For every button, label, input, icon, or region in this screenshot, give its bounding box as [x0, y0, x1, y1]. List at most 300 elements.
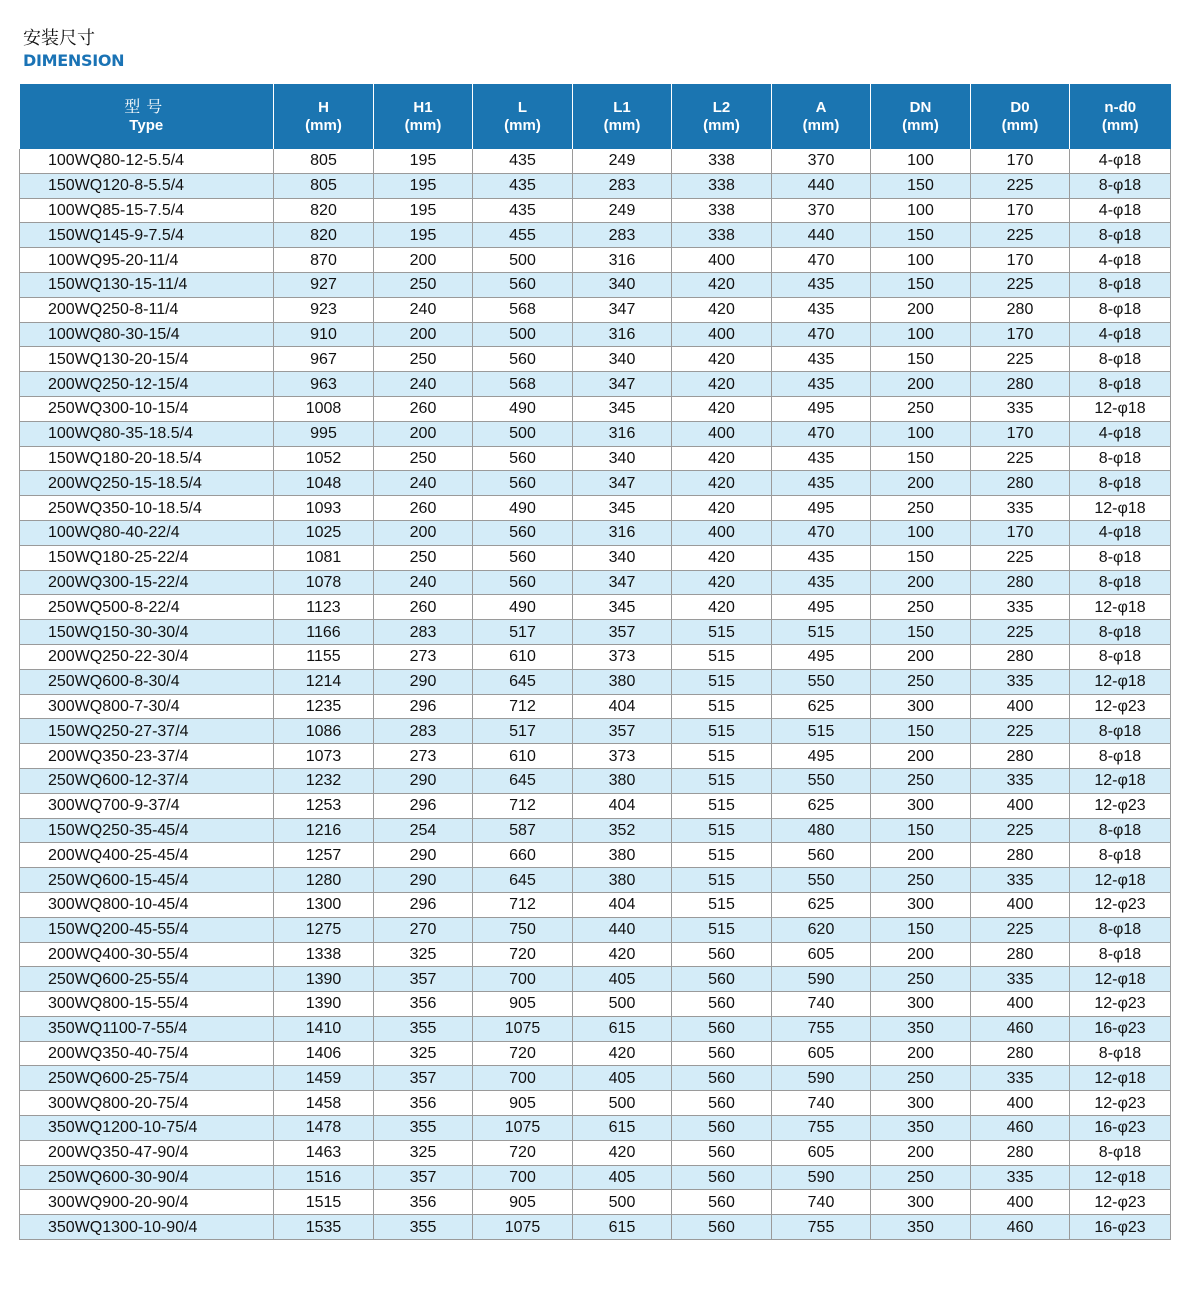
cell-a: 470	[772, 421, 871, 446]
cell-d0: 225	[971, 719, 1070, 744]
cell-l2: 515	[672, 768, 772, 793]
header-n-d0	[1070, 84, 1171, 149]
cell-l2: 515	[672, 694, 772, 719]
cell-dn: 250	[871, 967, 971, 992]
cell-dn: 250	[871, 1165, 971, 1190]
cell-a: 435	[772, 372, 871, 397]
cell-l1: 404	[573, 793, 672, 818]
cell-d0: 225	[971, 818, 1070, 843]
cell-n-d0: 8-φ18	[1070, 942, 1171, 967]
table-row	[20, 1091, 1171, 1116]
table-row	[20, 793, 1171, 818]
cell-n-d0: 12-φ23	[1070, 1190, 1171, 1215]
cell-h1: 250	[374, 347, 473, 372]
cell-l2: 560	[672, 1116, 772, 1141]
cell-type: 200WQ300-15-22/4	[20, 570, 274, 595]
cell-n-d0: 12-φ18	[1070, 1165, 1171, 1190]
cell-l1: 316	[573, 520, 672, 545]
cell-l1: 316	[573, 421, 672, 446]
cell-dn: 250	[871, 868, 971, 893]
cell-n-d0: 8-φ18	[1070, 620, 1171, 645]
cell-l1: 340	[573, 446, 672, 471]
cell-h1: 290	[374, 843, 473, 868]
cell-type: 200WQ350-40-75/4	[20, 1041, 274, 1066]
cell-h1: 296	[374, 892, 473, 917]
cell-l2: 420	[672, 347, 772, 372]
cell-type: 150WQ130-20-15/4	[20, 347, 274, 372]
table-header-row	[20, 84, 1171, 149]
cell-l1: 357	[573, 620, 672, 645]
cell-l1: 380	[573, 868, 672, 893]
cell-l2: 338	[672, 198, 772, 223]
header-unit: (mm)	[1101, 116, 1139, 134]
cell-dn: 300	[871, 793, 971, 818]
cell-l1: 615	[573, 1116, 672, 1141]
cell-l: 700	[473, 1165, 573, 1190]
cell-type: 300WQ800-7-30/4	[20, 694, 274, 719]
cell-l1: 373	[573, 744, 672, 769]
cell-h: 967	[274, 347, 374, 372]
table-row	[20, 1116, 1171, 1141]
table-row	[20, 768, 1171, 793]
cell-d0: 400	[971, 1190, 1070, 1215]
cell-n-d0: 8-φ18	[1070, 372, 1171, 397]
cell-l: 905	[473, 1190, 573, 1215]
cell-dn: 200	[871, 744, 971, 769]
cell-l2: 420	[672, 545, 772, 570]
cell-l: 750	[473, 917, 573, 942]
cell-l: 1075	[473, 1116, 573, 1141]
table-row	[20, 297, 1171, 322]
cell-h1: 290	[374, 868, 473, 893]
cell-l2: 515	[672, 620, 772, 645]
cell-l: 1075	[473, 1016, 573, 1041]
cell-l2: 515	[672, 744, 772, 769]
cell-d0: 400	[971, 992, 1070, 1017]
cell-dn: 300	[871, 992, 971, 1017]
header-h	[274, 84, 374, 149]
table-row	[20, 1215, 1171, 1240]
cell-h1: 200	[374, 520, 473, 545]
cell-d0: 460	[971, 1116, 1070, 1141]
cell-a: 435	[772, 545, 871, 570]
cell-n-d0: 8-φ18	[1070, 223, 1171, 248]
cell-a: 480	[772, 818, 871, 843]
cell-h1: 356	[374, 992, 473, 1017]
cell-l2: 420	[672, 297, 772, 322]
cell-n-d0: 4-φ18	[1070, 149, 1171, 173]
header-unit: (mm)	[802, 116, 840, 134]
cell-d0: 335	[971, 868, 1070, 893]
cell-l2: 560	[672, 1165, 772, 1190]
table-row	[20, 496, 1171, 521]
table-row	[20, 347, 1171, 372]
cell-type: 150WQ145-9-7.5/4	[20, 223, 274, 248]
cell-a: 470	[772, 520, 871, 545]
cell-l2: 420	[672, 595, 772, 620]
cell-d0: 335	[971, 768, 1070, 793]
cell-l1: 440	[573, 917, 672, 942]
cell-h: 805	[274, 173, 374, 198]
cell-d0: 335	[971, 1165, 1070, 1190]
cell-l2: 420	[672, 496, 772, 521]
cell-n-d0: 8-φ18	[1070, 1041, 1171, 1066]
cell-h: 1235	[274, 694, 374, 719]
cell-type: 200WQ250-8-11/4	[20, 297, 274, 322]
cell-l: 712	[473, 694, 573, 719]
cell-a: 605	[772, 942, 871, 967]
cell-l2: 560	[672, 1190, 772, 1215]
cell-n-d0: 4-φ18	[1070, 322, 1171, 347]
cell-d0: 280	[971, 1041, 1070, 1066]
cell-l1: 340	[573, 545, 672, 570]
cell-h1: 273	[374, 644, 473, 669]
cell-a: 435	[772, 570, 871, 595]
cell-l1: 283	[573, 223, 672, 248]
cell-d0: 170	[971, 322, 1070, 347]
cell-l2: 420	[672, 471, 772, 496]
cell-l: 560	[473, 471, 573, 496]
cell-l1: 615	[573, 1016, 672, 1041]
cell-h1: 283	[374, 620, 473, 645]
cell-l: 517	[473, 719, 573, 744]
cell-type: 250WQ500-8-22/4	[20, 595, 274, 620]
cell-dn: 150	[871, 818, 971, 843]
header-label: D0	[1010, 98, 1030, 116]
cell-l1: 357	[573, 719, 672, 744]
cell-type: 250WQ600-15-45/4	[20, 868, 274, 893]
cell-l2: 420	[672, 272, 772, 297]
cell-d0: 280	[971, 570, 1070, 595]
cell-n-d0: 8-φ18	[1070, 545, 1171, 570]
cell-h1: 195	[374, 198, 473, 223]
cell-type: 150WQ150-30-30/4	[20, 620, 274, 645]
cell-n-d0: 8-φ18	[1070, 644, 1171, 669]
cell-h: 870	[274, 248, 374, 273]
cell-h: 1025	[274, 520, 374, 545]
cell-n-d0: 8-φ18	[1070, 446, 1171, 471]
cell-h: 1459	[274, 1066, 374, 1091]
cell-a: 470	[772, 322, 871, 347]
table-row	[20, 570, 1171, 595]
cell-dn: 350	[871, 1116, 971, 1141]
cell-h: 1338	[274, 942, 374, 967]
cell-h: 1155	[274, 644, 374, 669]
cell-type: 200WQ350-23-37/4	[20, 744, 274, 769]
cell-a: 590	[772, 1165, 871, 1190]
cell-l: 435	[473, 149, 573, 173]
cell-d0: 280	[971, 744, 1070, 769]
cell-type: 150WQ250-27-37/4	[20, 719, 274, 744]
cell-l1: 404	[573, 694, 672, 719]
cell-l: 700	[473, 967, 573, 992]
cell-type: 150WQ180-20-18.5/4	[20, 446, 274, 471]
table-row	[20, 892, 1171, 917]
cell-l: 610	[473, 744, 573, 769]
cell-dn: 250	[871, 595, 971, 620]
cell-l: 560	[473, 347, 573, 372]
cell-h1: 195	[374, 149, 473, 173]
table-row	[20, 520, 1171, 545]
cell-d0: 335	[971, 396, 1070, 421]
table-row	[20, 545, 1171, 570]
header-label: H1	[413, 98, 433, 116]
cell-d0: 280	[971, 471, 1070, 496]
header-unit: (mm)	[504, 116, 541, 134]
cell-type: 350WQ1200-10-75/4	[20, 1116, 274, 1141]
cell-n-d0: 4-φ18	[1070, 421, 1171, 446]
header-unit: (mm)	[603, 116, 641, 134]
table-body	[20, 149, 1171, 1240]
table-row	[20, 396, 1171, 421]
cell-l: 560	[473, 520, 573, 545]
cell-d0: 225	[971, 917, 1070, 942]
cell-dn: 100	[871, 421, 971, 446]
cell-l: 660	[473, 843, 573, 868]
cell-a: 740	[772, 1190, 871, 1215]
cell-d0: 225	[971, 620, 1070, 645]
cell-dn: 350	[871, 1016, 971, 1041]
cell-l2: 400	[672, 520, 772, 545]
cell-d0: 170	[971, 248, 1070, 273]
cell-d0: 400	[971, 793, 1070, 818]
table-row	[20, 248, 1171, 273]
cell-type: 350WQ1100-7-55/4	[20, 1016, 274, 1041]
cell-dn: 200	[871, 1041, 971, 1066]
cell-h1: 355	[374, 1016, 473, 1041]
table-row	[20, 198, 1171, 223]
cell-a: 755	[772, 1016, 871, 1041]
cell-a: 625	[772, 793, 871, 818]
cell-l1: 345	[573, 595, 672, 620]
cell-h: 1093	[274, 496, 374, 521]
cell-a: 435	[772, 446, 871, 471]
cell-h: 1535	[274, 1215, 374, 1240]
header-label-cn: 型号	[124, 97, 169, 116]
cell-a: 620	[772, 917, 871, 942]
cell-l: 712	[473, 793, 573, 818]
cell-n-d0: 4-φ18	[1070, 198, 1171, 223]
table-row	[20, 471, 1171, 496]
header-label: H	[318, 98, 329, 116]
header-unit: (mm)	[404, 116, 442, 134]
cell-d0: 225	[971, 223, 1070, 248]
cell-a: 740	[772, 992, 871, 1017]
cell-h1: 356	[374, 1091, 473, 1116]
cell-n-d0: 8-φ18	[1070, 471, 1171, 496]
cell-d0: 335	[971, 669, 1070, 694]
cell-n-d0: 12-φ18	[1070, 595, 1171, 620]
cell-l: 435	[473, 198, 573, 223]
cell-a: 755	[772, 1215, 871, 1240]
header-label: A	[815, 98, 827, 116]
table-row	[20, 818, 1171, 843]
cell-n-d0: 4-φ18	[1070, 248, 1171, 273]
cell-l: 560	[473, 272, 573, 297]
cell-l: 560	[473, 570, 573, 595]
table-row	[20, 1140, 1171, 1165]
header-unit: (mm)	[305, 116, 342, 134]
table-row	[20, 173, 1171, 198]
cell-l: 905	[473, 1091, 573, 1116]
cell-n-d0: 8-φ18	[1070, 744, 1171, 769]
header-l1	[573, 84, 672, 149]
header-label-en: Type	[129, 117, 164, 134]
cell-n-d0: 12-φ18	[1070, 496, 1171, 521]
cell-l1: 347	[573, 570, 672, 595]
cell-d0: 225	[971, 347, 1070, 372]
cell-a: 625	[772, 892, 871, 917]
cell-type: 250WQ600-25-55/4	[20, 967, 274, 992]
cell-l1: 347	[573, 297, 672, 322]
cell-l: 645	[473, 669, 573, 694]
cell-l: 517	[473, 620, 573, 645]
cell-h: 1166	[274, 620, 374, 645]
table-row	[20, 372, 1171, 397]
table-row	[20, 272, 1171, 297]
cell-l1: 316	[573, 248, 672, 273]
table-row	[20, 644, 1171, 669]
table-row	[20, 1041, 1171, 1066]
cell-l1: 316	[573, 322, 672, 347]
cell-l1: 249	[573, 198, 672, 223]
cell-n-d0: 8-φ18	[1070, 818, 1171, 843]
cell-type: 150WQ180-25-22/4	[20, 545, 274, 570]
cell-l1: 340	[573, 347, 672, 372]
cell-type: 250WQ600-25-75/4	[20, 1066, 274, 1091]
cell-type: 250WQ600-8-30/4	[20, 669, 274, 694]
cell-h: 1390	[274, 992, 374, 1017]
cell-l2: 400	[672, 248, 772, 273]
cell-a: 605	[772, 1140, 871, 1165]
cell-type: 300WQ800-15-55/4	[20, 992, 274, 1017]
cell-l2: 560	[672, 942, 772, 967]
cell-dn: 250	[871, 496, 971, 521]
cell-h: 1257	[274, 843, 374, 868]
header-unit: (mm)	[902, 116, 939, 134]
cell-a: 560	[772, 843, 871, 868]
cell-a: 755	[772, 1116, 871, 1141]
cell-h1: 195	[374, 173, 473, 198]
cell-l1: 380	[573, 843, 672, 868]
cell-type: 100WQ85-15-7.5/4	[20, 198, 274, 223]
cell-l1: 347	[573, 372, 672, 397]
cell-l1: 283	[573, 173, 672, 198]
table-row	[20, 669, 1171, 694]
table-row	[20, 942, 1171, 967]
cell-n-d0: 8-φ18	[1070, 297, 1171, 322]
header-a	[772, 84, 871, 149]
cell-h: 923	[274, 297, 374, 322]
cell-l: 645	[473, 768, 573, 793]
header-l	[473, 84, 573, 149]
page-title-english: DIMENSION	[23, 51, 125, 70]
cell-dn: 150	[871, 347, 971, 372]
cell-d0: 335	[971, 496, 1070, 521]
cell-d0: 170	[971, 198, 1070, 223]
cell-h: 805	[274, 149, 374, 173]
cell-a: 590	[772, 1066, 871, 1091]
table-row	[20, 992, 1171, 1017]
cell-h: 1390	[274, 967, 374, 992]
cell-type: 150WQ120-8-5.5/4	[20, 173, 274, 198]
cell-l1: 347	[573, 471, 672, 496]
cell-type: 100WQ80-35-18.5/4	[20, 421, 274, 446]
cell-dn: 100	[871, 149, 971, 173]
header-l2	[672, 84, 772, 149]
cell-h1: 260	[374, 595, 473, 620]
cell-dn: 200	[871, 843, 971, 868]
cell-h1: 260	[374, 496, 473, 521]
cell-dn: 200	[871, 297, 971, 322]
table-row	[20, 620, 1171, 645]
cell-dn: 100	[871, 322, 971, 347]
table-row	[20, 694, 1171, 719]
cell-n-d0: 8-φ18	[1070, 272, 1171, 297]
cell-a: 495	[772, 744, 871, 769]
cell-l1: 405	[573, 967, 672, 992]
table-row	[20, 917, 1171, 942]
cell-l: 435	[473, 173, 573, 198]
cell-h: 1232	[274, 768, 374, 793]
cell-d0: 280	[971, 297, 1070, 322]
cell-d0: 280	[971, 372, 1070, 397]
cell-d0: 225	[971, 173, 1070, 198]
table-row	[20, 1016, 1171, 1041]
cell-dn: 250	[871, 768, 971, 793]
cell-dn: 150	[871, 719, 971, 744]
cell-a: 550	[772, 768, 871, 793]
cell-n-d0: 12-φ23	[1070, 1091, 1171, 1116]
cell-dn: 150	[871, 173, 971, 198]
cell-type: 200WQ400-25-45/4	[20, 843, 274, 868]
cell-h1: 273	[374, 744, 473, 769]
cell-l2: 515	[672, 644, 772, 669]
cell-l: 500	[473, 248, 573, 273]
cell-h1: 250	[374, 446, 473, 471]
cell-type: 250WQ300-10-15/4	[20, 396, 274, 421]
cell-n-d0: 12-φ18	[1070, 396, 1171, 421]
cell-h: 1078	[274, 570, 374, 595]
cell-type: 300WQ700-9-37/4	[20, 793, 274, 818]
table-row	[20, 719, 1171, 744]
cell-a: 495	[772, 496, 871, 521]
cell-h: 1463	[274, 1140, 374, 1165]
cell-n-d0: 12-φ18	[1070, 868, 1171, 893]
cell-h: 1275	[274, 917, 374, 942]
cell-h1: 200	[374, 322, 473, 347]
cell-l2: 515	[672, 719, 772, 744]
cell-dn: 100	[871, 520, 971, 545]
cell-n-d0: 8-φ18	[1070, 347, 1171, 372]
cell-h: 1073	[274, 744, 374, 769]
cell-h1: 250	[374, 545, 473, 570]
cell-l2: 560	[672, 1016, 772, 1041]
cell-l2: 338	[672, 223, 772, 248]
cell-l: 587	[473, 818, 573, 843]
cell-l2: 515	[672, 843, 772, 868]
cell-l: 560	[473, 545, 573, 570]
cell-l1: 405	[573, 1066, 672, 1091]
cell-l: 712	[473, 892, 573, 917]
cell-h1: 325	[374, 1041, 473, 1066]
cell-a: 605	[772, 1041, 871, 1066]
cell-l: 905	[473, 992, 573, 1017]
cell-h1: 355	[374, 1116, 473, 1141]
cell-dn: 150	[871, 545, 971, 570]
header-label: n-d0	[1104, 98, 1137, 116]
cell-type: 100WQ80-30-15/4	[20, 322, 274, 347]
